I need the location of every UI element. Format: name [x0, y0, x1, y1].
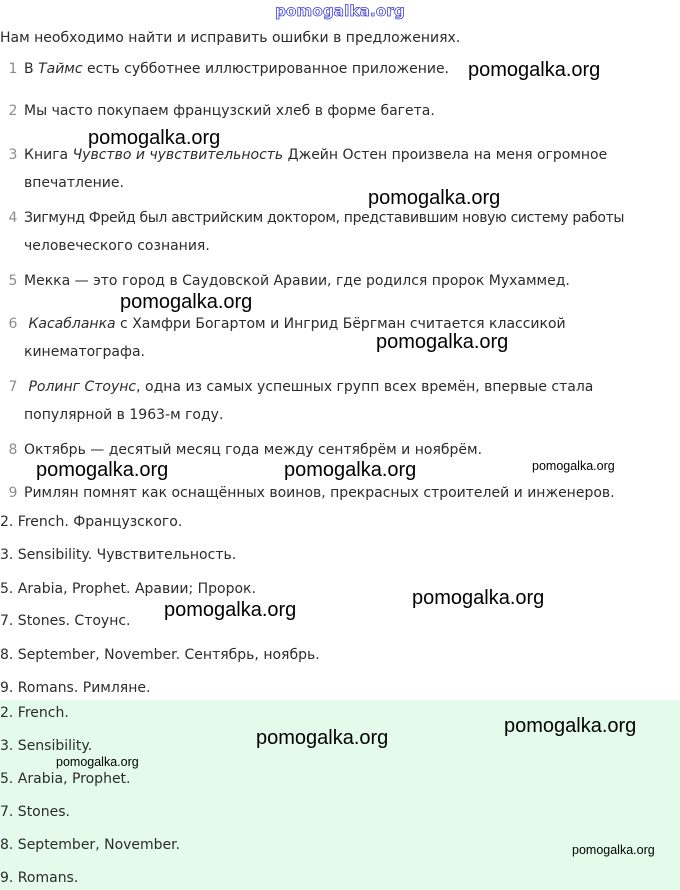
- short-answer-line: 5. Arabia, Prophet.: [0, 771, 131, 787]
- watermark: pomogalka.org: [572, 843, 655, 857]
- sentence-number: 4: [8, 210, 18, 226]
- sentence-2: [2, 103, 435, 119]
- sentence-italic: Ролинг Стоунс: [28, 379, 137, 395]
- sentence-text: Зигмунд Фрейд был австрийским доктором, представившим новую систему работы: [24, 210, 625, 226]
- watermark: pomogalka.org: [412, 587, 545, 609]
- short-answer-line: 2. French.: [0, 705, 69, 721]
- sentence-number: 3: [8, 147, 18, 163]
- sentence-text: Октябрь — десятый месяц года между сентябрём и ноябрём.: [24, 442, 483, 458]
- sentence-1: [2, 61, 449, 77]
- watermark: pomogalka.org: [504, 715, 637, 737]
- sentence-5: [2, 273, 570, 289]
- answer-line: 2. French. Французского.: [0, 514, 183, 530]
- sentence-number: 6: [8, 316, 18, 332]
- sentence-italic: Чувство и чувствительность: [72, 147, 284, 163]
- answer-line: 8. September, November. Сентябрь, ноябрь.: [0, 647, 320, 663]
- sentence-text: Мекка — это город в Саудовской Аравии, где родился пророк Мухаммед.: [24, 273, 570, 289]
- sentence-text: с Хамфри Богартом и Ингрид Бёргман считается классикой: [115, 316, 566, 332]
- answer-line: 9. Romans. Римляне.: [0, 680, 151, 696]
- answer-line: 7. Stones. Стоунс.: [0, 613, 131, 629]
- sentence-italic: Таймс: [38, 61, 83, 77]
- sentence-number: 7: [8, 379, 18, 395]
- watermark: pomogalka.org: [468, 59, 601, 81]
- sentence-text: В: [24, 61, 39, 77]
- short-answer-line: 8. September, November.: [0, 837, 181, 853]
- sentence-number: 2: [8, 103, 18, 119]
- watermark: pomogalka.org: [284, 459, 417, 481]
- sentence-text: Книга: [24, 147, 73, 163]
- sentence-6-continued: кинематографа.: [24, 344, 146, 360]
- watermark: pomogalka.org: [368, 187, 501, 209]
- answer-line: 3. Sensibility. Чувствительность.: [0, 547, 237, 563]
- sentence-4: [2, 210, 624, 226]
- sentence-number: 9: [8, 485, 18, 501]
- watermark: pomogalka.org: [164, 599, 297, 621]
- sentence-text: Джейн Остен произвела на меня огромное: [283, 147, 608, 163]
- sentence-6: [2, 316, 566, 332]
- sentence-text: Римлян помнят как оснащённых воинов, прекрасных строителей и инженеров.: [24, 485, 615, 501]
- watermark: pomogalka.org: [36, 459, 169, 481]
- sentence-9: [2, 485, 615, 501]
- sentence-italic: Касабланка: [28, 316, 116, 332]
- short-answer-line: 7. Stones.: [0, 804, 70, 820]
- watermark: pomogalka.org: [120, 291, 253, 313]
- sentence-3-continued: впечатление.: [24, 175, 124, 191]
- sentence-7: [2, 379, 593, 395]
- sentence-text: есть субботнее иллюстрированное приложение.: [82, 61, 450, 77]
- short-answer-line: 3. Sensibility.: [0, 738, 93, 754]
- sentence-4-continued: человеческого сознания.: [24, 238, 210, 254]
- sentence-8: [2, 442, 482, 458]
- watermark-top: pomogalka.org: [275, 2, 405, 20]
- sentence-text: Мы часто покупаем французский хлеб в форме багета.: [24, 103, 435, 119]
- sentence-number: 1: [8, 61, 18, 77]
- short-answer-line: 9. Romans.: [0, 870, 79, 886]
- sentence-number: 8: [8, 442, 18, 458]
- watermark: pomogalka.org: [88, 127, 221, 149]
- watermark: pomogalka.org: [532, 459, 615, 473]
- watermark: pomogalka.org: [256, 727, 389, 749]
- sentence-number: 5: [8, 273, 18, 289]
- sentence-7-continued: популярной в 1963-м году.: [24, 407, 224, 423]
- task-intro: Нам необходимо найти и исправить ошибки в предложениях.: [0, 30, 461, 46]
- sentence-text: , одна из самых успешных групп всех времён, впервые стала: [136, 379, 594, 395]
- watermark: pomogalka.org: [56, 755, 139, 769]
- watermark: pomogalka.org: [376, 331, 509, 353]
- answer-line: 5. Arabia, Prophet. Аравии; Пророк.: [0, 581, 256, 597]
